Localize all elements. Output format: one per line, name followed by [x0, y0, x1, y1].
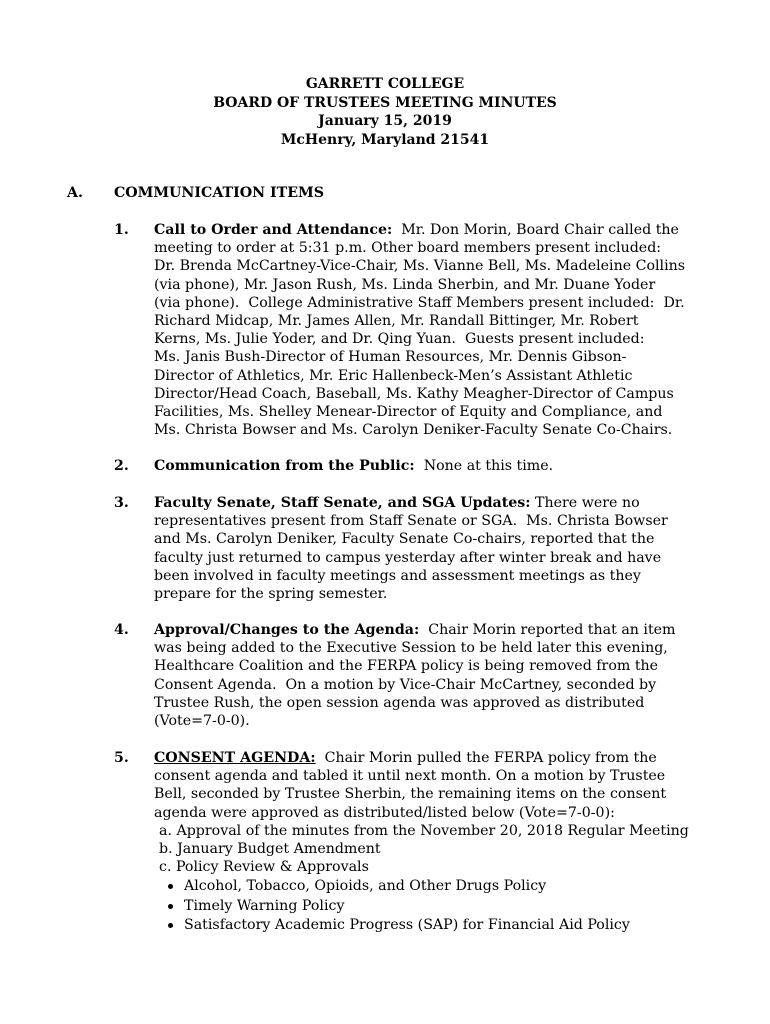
item-text: None at this time.	[414, 458, 554, 474]
item-text: Kerns, Ms. Julie Yoder, and Dr. Qing Yuan. Guests present included:	[154, 331, 645, 348]
section-title: COMMUNICATION ITEMS	[114, 185, 324, 201]
item-text: (Vote=7-0-0).	[154, 713, 250, 730]
document-header	[0, 75, 770, 149]
item-text: Director of Athletics, Mr. Eric Hallenbeck-Men’s Assistant Athletic	[154, 367, 633, 384]
item-text: Chair Morin pulled the FERPA policy from the	[315, 750, 657, 766]
item-text: prepare for the spring semester.	[154, 586, 388, 603]
item-text: Facilities, Ms. Shelley Menear-Director of Equity and Compliance, and	[154, 404, 663, 421]
item-number: 1.	[114, 222, 129, 238]
item-text: Director/Head Coach, Baseball, Ms. Kathy Meagher-Director of Campus	[154, 385, 674, 402]
item-text: been involved in faculty meetings and assessment meetings as they	[154, 567, 641, 584]
item-body	[154, 621, 714, 730]
item-text: Ms. Christa Bowser and Ms. Carolyn Deniker-Faculty Senate Co-Chairs.	[154, 422, 673, 439]
policy-bullet: Alcohol, Tobacco, Opioids, and Other Drugs Policy	[154, 877, 714, 895]
item-text: Ms. Janis Bush-Director of Human Resources, Mr. Dennis Gibson-	[154, 349, 627, 366]
policy-bullet: Satisfactory Academic Progress (SAP) for Financial Aid Policy	[154, 916, 714, 934]
item-number: 5.	[114, 750, 129, 766]
item-text: meeting to order at 5:31 p.m. Other board members present included:	[154, 240, 662, 257]
consent-subitem: b. January Budget Amendment	[159, 841, 381, 858]
section-letter: A.	[67, 185, 83, 201]
item-body	[154, 749, 714, 934]
item-text: Healthcare Coalition and the FERPA policy is being removed from the	[154, 658, 659, 675]
item-number: 3.	[114, 495, 129, 511]
meeting-location: McHenry, Maryland 21541	[280, 131, 490, 148]
item-body	[154, 221, 714, 439]
item-text: Trustee Rush, the open session agenda was approved as distributed	[154, 694, 645, 711]
item-body	[154, 494, 714, 603]
item-text: Bell, seconded by Trustee Sherbin, the remaining items on the consent	[154, 786, 667, 803]
item-number: 2.	[114, 458, 129, 474]
item-text: There were no	[530, 495, 640, 511]
college-name: GARRETT COLLEGE	[305, 76, 465, 92]
item-text: Consent Agenda. On a motion by Vice-Chair McCartney, seconded by	[154, 676, 657, 693]
item-heading: CONSENT AGENDA:	[154, 750, 316, 766]
meeting-date: January 15, 2019	[318, 113, 452, 129]
item-heading: Call to Order and Attendance:	[154, 222, 393, 238]
item-text: representatives present from Staff Senate or SGA. Ms. Christa Bowser	[154, 513, 668, 530]
item-text: consent agenda and tabled it until next month. On a motion by Trustee	[154, 768, 666, 785]
item-text: Mr. Don Morin, Board Chair called the	[392, 222, 679, 238]
item-text: and Ms. Carolyn Deniker, Faculty Senate Co-chairs, reported that the	[154, 531, 655, 548]
item-heading: Communication from the Public:	[154, 458, 415, 474]
item-number: 4.	[114, 622, 129, 638]
consent-subitem: c. Policy Review & Approvals	[159, 859, 369, 876]
item-text: faculty just returned to campus yesterday after winter break and have	[154, 549, 662, 566]
item-heading: Faculty Senate, Staff Senate, and SGA Updates:	[154, 495, 531, 511]
consent-subitem: a. Approval of the minutes from the November 20, 2018 Regular Meeting	[159, 822, 689, 839]
policy-bullet: Timely Warning Policy	[154, 897, 714, 915]
item-text: Chair Morin reported that an item	[419, 622, 676, 638]
item-body	[154, 457, 714, 475]
item-text: Dr. Brenda McCartney-Vice-Chair, Ms. Vianne Bell, Ms. Madeleine Collins	[154, 258, 686, 275]
item-text: agenda were approved as distributed/listed below (Vote=7-0-0):	[154, 804, 615, 821]
item-text: Richard Midcap, Mr. James Allen, Mr. Randall Bittinger, Mr. Robert	[154, 313, 639, 330]
document-title: BOARD OF TRUSTEES MEETING MINUTES	[213, 94, 557, 111]
item-heading: Approval/Changes to the Agenda:	[154, 622, 420, 638]
item-text: was being added to the Executive Session to be held later this evening,	[154, 640, 668, 657]
item-text: (via phone), Mr. Jason Rush, Ms. Linda Sherbin, and Mr. Duane Yoder	[154, 276, 656, 293]
item-text: (via phone). College Administrative Staff Members present included: Dr.	[154, 294, 685, 311]
